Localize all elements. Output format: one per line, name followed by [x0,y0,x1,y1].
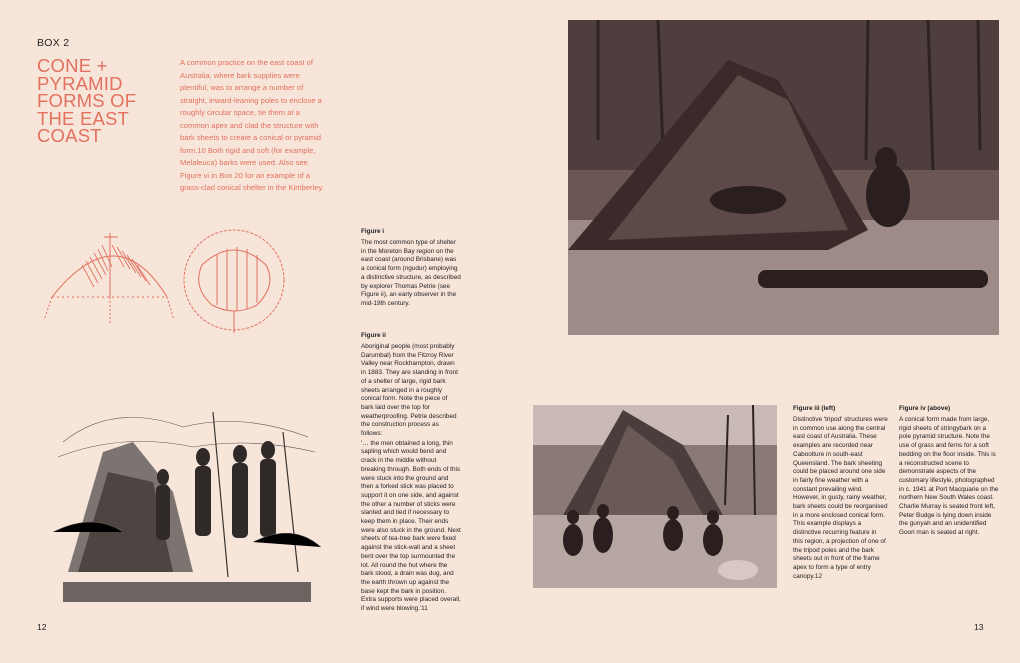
page-number-right: 13 [974,622,984,632]
title-line: COAST [37,125,102,146]
figure-ii-caption [361,332,461,614]
figure-iii-caption [793,405,888,581]
figure-ii-engraving [53,382,321,602]
box-label: BOX 2 [37,37,70,49]
figure-iv-heading: Figure iv (above) [899,405,951,412]
figure-i-caption [361,228,461,309]
figure-i-heading: Figure i [361,228,385,235]
figure-iv-photo [568,20,999,335]
title-line: PYRAMID [37,72,123,94]
intro-paragraph: A common practice on the east coast of Australia, where bark supplies were plentiful, was to arrange a number of straight, inward-leaning poles to enclose a roughly circular space, tie them at a common apex and clad the structure with bark sheets to create a conical or pyramid form.10 Both rigid and soft (for example, Melaleuca) barks were used. Also see Figure vi in Box 20 for an example of a grass-clad conical shelter in the Kimberley. [180,58,324,192]
title-line: FORMS OF [37,90,137,111]
figure-iv-caption [899,405,999,538]
title-line: CONE + [37,55,108,76]
figure-iii-text: Distinctive 'tripod' structures were in common use along the central east coast of Australia. These examples are recorded near Caboolture in south-east Queensland. The bark sheeting could be placed around one side in fairly fine weather with a constant prevailing wind. However, in gusty, rainy weather, bark sheets could be reorganised in a more enclosed conical form. This example displays a distinctive recurring feature in this region, a projection of one of the tripod poles and the bark sheets out in front of the frame apex to form a type of entry canopy.12 [793,416,888,580]
page-number-left: 12 [37,622,47,632]
figure-ii-heading: Figure ii [361,332,386,339]
figure-iii-photo [533,405,777,588]
figure-i-text: The most common type of shelter in the Moreton Bay region on the east coast (around Brisbane) was a conical form (ngudur) employing a distinctive structure, as described by explorer Thomas Petrie (see Figure ii), an early observer in the mid-19th century. [361,239,461,307]
page-title [37,57,177,145]
figure-iii-heading: Figure iii (left) [793,405,836,412]
figure-iv-text: A conical form made from large, rigid sheets of stringybark on a pole pyramid structure. Note the use of grass and ferns for a soft bedding on the floor inside. This is a reconstructed scene to demonstrate aspects of the customary lifestyle, photographed in c. 1941 at Port Macquarie on the northern New South Wales coast. Charlie Murray is seated front left, Peter Budge is lying down inside the gunyah and an unidentified Goori man is seated at right. [899,416,999,537]
figure-ii-quote: '… the men obtained a long, thin sapling which would bend and crack in the middle without breaking through. Both ends of this were stuck into the ground and then a forked stick was placed to support it on one side, and against the other a number of sticks were slanted and tied if necessary to keep them in place. Their ends were also stuck in the ground. Next sheets of tea-tree bark were fixed against the stick-wall and a sheet bent over the top surmounted the lot. All round the hut where the bark stood, a drain was dug, and the earth thrown up against the base kept the bark in position. Extra supports were placed overall, if wind were blowing.'11 [361,439,461,613]
plan-drawing [184,230,284,333]
figure-i-diagram [42,225,297,340]
title-line: THE EAST [37,107,130,129]
figure-ii-text: Aboriginal people (most probably Darumbal) from the Fitzroy River Valley near Rockhampton, drawn in 1883. They are standing in front of a shelter of large, rigid bark sheets arranged in a roughly conical form. Note the piece of bark laid over the top for weatherproofing. Petrie described the construction process as follows: [361,343,458,438]
elevation-drawing [44,233,174,325]
